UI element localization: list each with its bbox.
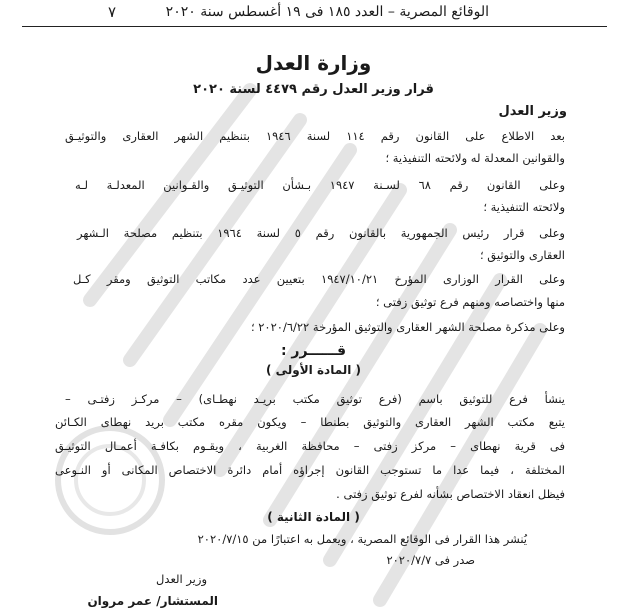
issue-date: صدر فى ٢٠٢٠/٧/٧ <box>386 553 475 567</box>
decides-heading: قــــــرر : <box>280 343 347 359</box>
preamble-line: ولائحته التنفيذية ؛ <box>483 200 565 214</box>
ministry-title: وزارة العدل <box>255 51 372 75</box>
article-1-line: يتبع مكتب الشهر العقارى والتوثيق بطنطا – ويكون مقره مكتب بريد نهطاى الكـائن <box>55 415 565 429</box>
preamble-line: العقارى والتوثيق ؛ <box>479 248 565 262</box>
article-1-line: ينشأ فرع للتوثيق باسم (فرع توثيق مكتب بريـد نهطـاى) – مركـز زفتـى – <box>65 392 565 406</box>
article-1-line: المختلفة ، فيما عدا ما تستوجب القانون إجراؤه أمام دائرة الاختصاص المكانى أو النـوعى <box>55 463 565 477</box>
signature-name: المستشار/ عمر مروان <box>87 594 218 608</box>
preamble-line: وعلى قرار رئيس الجمهورية بالقانون رقم ٥ لسنة ١٩٦٤ بتنظيم مصلحة الـشهر <box>77 226 565 240</box>
preamble-line: منها واختصاصه ومنهم فرع توثيق زفتى ؛ <box>375 295 565 309</box>
article-1-line: فيظل انعقاد الاختصاص بشأنه لفرع توثيق زفتى . <box>336 487 565 501</box>
article-1-title: ( المادة الأولى ) <box>265 363 362 377</box>
preamble-line: وعلى القرار الوزارى المؤرخ ١٩٤٧/١٠/٢١ بتعيين عدد مكاتب التوثيق ومقر كـل <box>73 272 565 286</box>
preamble-line: والقوانين المعدلة له ولائحته التنفيذية ؛ <box>385 151 565 165</box>
preamble-line: وعلى القانون رقم ٦٨ لسـنة ١٩٤٧ بـشأن التوثيـق والقـوانين المعدلـة لـه <box>75 178 565 192</box>
minister-heading: وزير العدل <box>498 104 567 119</box>
article-2-title: ( المادة الثانية ) <box>267 510 360 524</box>
article-1-line: فى قرية نهطاى – مركز زفتى – محافظة الغربية ، ويقـوم بكافـة أعمـال التوثيـق <box>55 439 565 453</box>
page-number: ٧ <box>108 3 117 21</box>
article-2-line: يُنشر هذا القرار فى الوقائع المصرية ، ويعمل به اعتبارًا من ٢٠٢٠/٧/١٥ <box>197 532 527 546</box>
signature-position: وزير العدل <box>156 572 207 586</box>
decree-title: قرار وزير العدل رقم ٤٤٧٩ لسنة ٢٠٢٠ <box>193 82 434 97</box>
header-divider <box>22 26 607 27</box>
preamble-line: وعلى مذكرة مصلحة الشهر العقارى والتوثيق المؤرخة ٢٠٢٠/٦/٢٢ ؛ <box>250 320 565 334</box>
gazette-header-title: الوقائع المصرية – العدد ١٨٥ فى ١٩ أغسطس سنة ٢٠٢٠ <box>165 4 489 20</box>
preamble-line: بعد الاطلاع على القانون رقم ١١٤ لسنة ١٩٤٦ بتنظيم الشهر العقارى والتوثيـق <box>65 129 565 143</box>
